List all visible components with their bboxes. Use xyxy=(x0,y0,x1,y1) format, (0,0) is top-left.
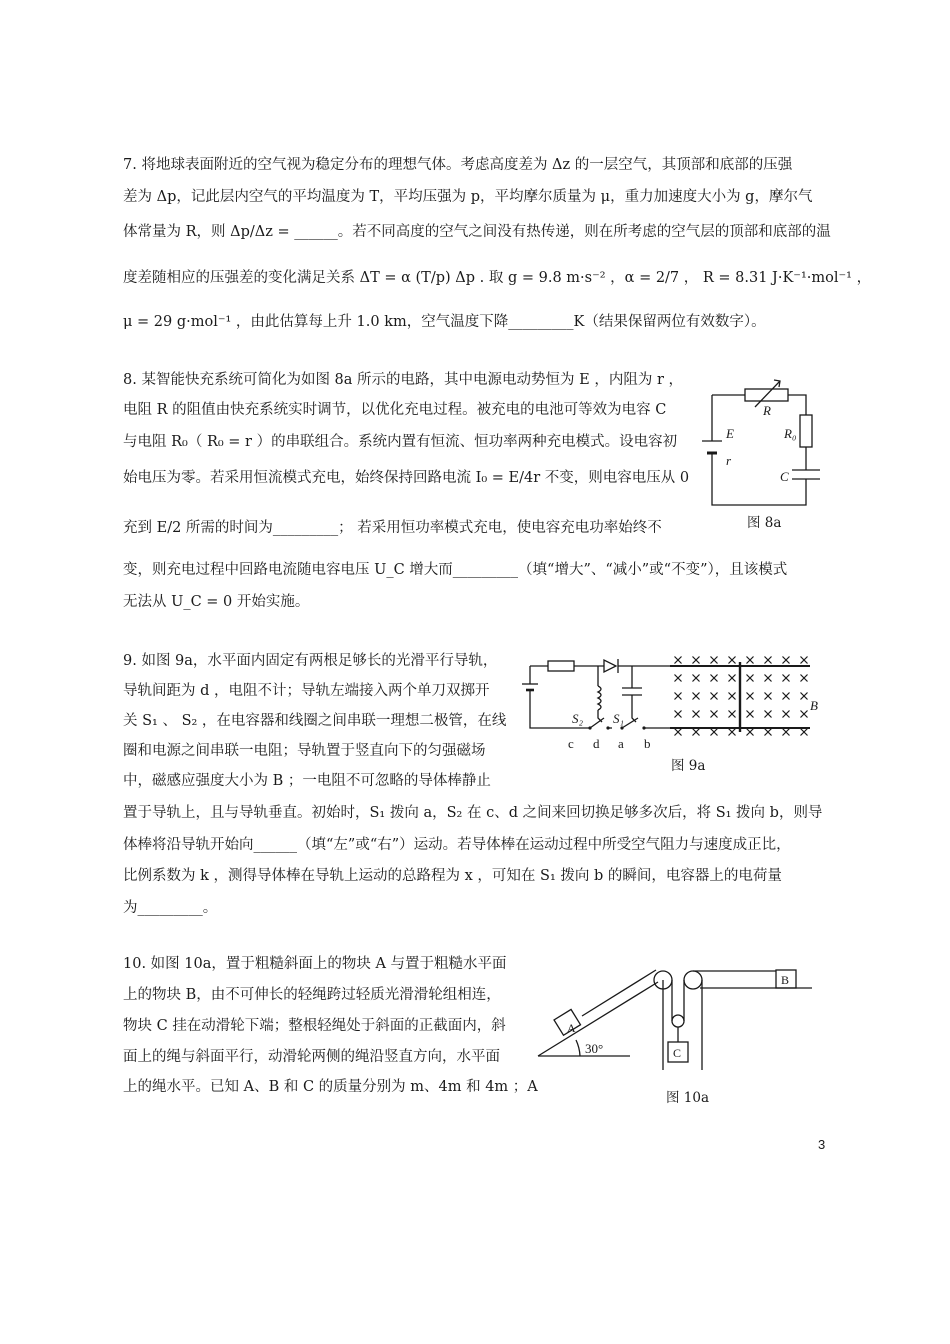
fig8-label-R0: R₀ xyxy=(784,426,797,441)
figure-8a-caption: 图 8a xyxy=(747,515,782,531)
figure-8a-circuit xyxy=(700,375,825,510)
figure-9a-circuit xyxy=(520,650,830,760)
problem-8-line-4: 始电压为零。若采用恒流模式充电，始终保持回路电流 I₀ = E/4r 不变，则电容电压从 0 xyxy=(123,470,690,486)
fig9-label-c: c xyxy=(568,736,574,751)
fig10-label-C: C xyxy=(673,1046,682,1060)
fig8-label-r: r xyxy=(726,453,732,468)
fig10-label-B: B xyxy=(781,973,790,987)
problem-9-line-7: 体棒将沿导轨开始向______（填“左”或“右”）运动。若导体棒在运动过程中所受空气阻力与速度成正比， xyxy=(123,837,791,853)
fig8-label-C: C xyxy=(780,469,789,484)
problem-9-line-9: 为_________。 xyxy=(123,900,218,916)
fig9-label-b: b xyxy=(644,736,651,751)
problem-8-line-3: 与电阻 R₀（ R₀ = r ）的串联组合。系统内置有恒流、恒功率两种充电模式。设电容初 xyxy=(123,434,678,450)
figure-9a-caption: 图 9a xyxy=(671,758,706,774)
problem-9-line-1: 9. 如图 9a，水平面内固定有两根足够长的光滑平行导轨， xyxy=(123,653,498,669)
fig9-label-a: a xyxy=(618,736,624,751)
figure-10a-caption: 图 10a xyxy=(666,1090,710,1106)
problem-8-line-1: 8. 某智能快充系统可简化为如图 8a 所示的电路，其中电源电动势恒为 E ，内阻为 r ， xyxy=(123,372,683,388)
fig9-label-B: B xyxy=(810,698,818,713)
problem-8-line-6: 变，则充电过程中回路电流随电容电压 U_C 增大而_________（填“增大”、“减小”或“不变”），且该模式 xyxy=(123,562,788,578)
problem-7-line-5: μ = 29 g·mol⁻¹ ，由此估算每上升 1.0 km，空气温度下降_________K（结果保留两位有效数字）。 xyxy=(123,314,766,330)
fig10-label-A: A xyxy=(567,1021,576,1035)
problem-9-line-6: 置于导轨上，且与导轨垂直。初始时，S₁ 拨向 a，S₂ 在 c、d 之间来回切换足够多次后，将 S₁ 拨向 b，则导 xyxy=(123,805,823,821)
problem-9-line-3: 关 S₁ 、 S₂ ，在电容器和线圈之间串联一理想二极管，在线 xyxy=(123,713,507,729)
problem-9-line-4: 圈和电源之间串联一电阻；导轨置于竖直向下的匀强磁场 xyxy=(123,743,486,759)
problem-9-line-5: 中，磁感应强度大小为 B ；一电阻不可忽略的导体棒静止 xyxy=(123,773,491,789)
fig9-label-S2: S₂ xyxy=(572,711,584,726)
fig9-label-S1: S₁ xyxy=(613,711,625,726)
problem-8-line-2: 电阻 R 的阻值由快充系统实时调节，以优化充电过程。被充电的电池可等效为电容 C xyxy=(123,402,667,418)
problem-10-line-4: 面上的绳与斜面平行，动滑轮两侧的绳沿竖直方向，水平面 xyxy=(123,1049,500,1065)
fig8-label-E: E xyxy=(726,426,734,441)
problem-7-line-4: 度差随相应的压强差的变化满足关系 ΔT = α (T/p) Δp . 取 g = 9.8 m·s⁻² ，α = 2/7 ， R = 8.31 J·K⁻¹·mol⁻¹ ， xyxy=(123,270,872,286)
problem-10-line-1: 10. 如图 10a，置于粗糙斜面上的物块 A 与置于粗糙水平面 xyxy=(123,956,507,972)
problem-10-line-5: 上的绳水平。已知 A、B 和 C 的质量分别为 m、4m 和 4m ；A xyxy=(123,1079,538,1095)
figure-10a-pulleys xyxy=(530,960,820,1090)
problem-9-line-8: 比例系数为 k ，测得导体棒在导轨上运动的总路程为 x ，可知在 S₁ 拨向 b 的瞬间，电容器上的电荷量 xyxy=(123,868,782,884)
page-number: 3 xyxy=(818,1137,826,1152)
problem-7-line-2: 差为 Δp，记此层内空气的平均温度为 T，平均压强为 p，平均摩尔质量为 μ，重力加速度大小为 g，摩尔气 xyxy=(123,189,813,205)
fig8-label-R: R xyxy=(763,403,771,418)
problem-8-line-5: 充到 E/2 所需的时间为_________； 若采用恒功率模式充电，使电容充电功率始终不 xyxy=(123,520,662,536)
problem-10-line-2: 上的物块 B，由不可伸长的轻绳跨过轻质光滑滑轮组相连， xyxy=(123,987,501,1003)
problem-10-line-3: 物块 C 挂在动滑轮下端；整根轻绳处于斜面的正截面内，斜 xyxy=(123,1018,506,1034)
problem-7-line-1: 7. 将地球表面附近的空气视为稳定分布的理想气体。考虑高度差为 Δz 的一层空气，其顶部和底部的压强 xyxy=(123,157,793,173)
problem-9-line-2: 导轨间距为 d ，电阻不计；导轨左端接入两个单刀双掷开 xyxy=(123,683,490,699)
problem-8-line-7: 无法从 U_C = 0 开始实施。 xyxy=(123,594,310,610)
problem-7-line-3: 体常量为 R，则 Δp/Δz = ______。若不同高度的空气之间没有热传递，则在所考虑的空气层的顶部和底部的温 xyxy=(123,224,831,240)
fig9-label-d: d xyxy=(593,736,600,751)
fig10-label-angle: 30° xyxy=(585,1041,604,1056)
